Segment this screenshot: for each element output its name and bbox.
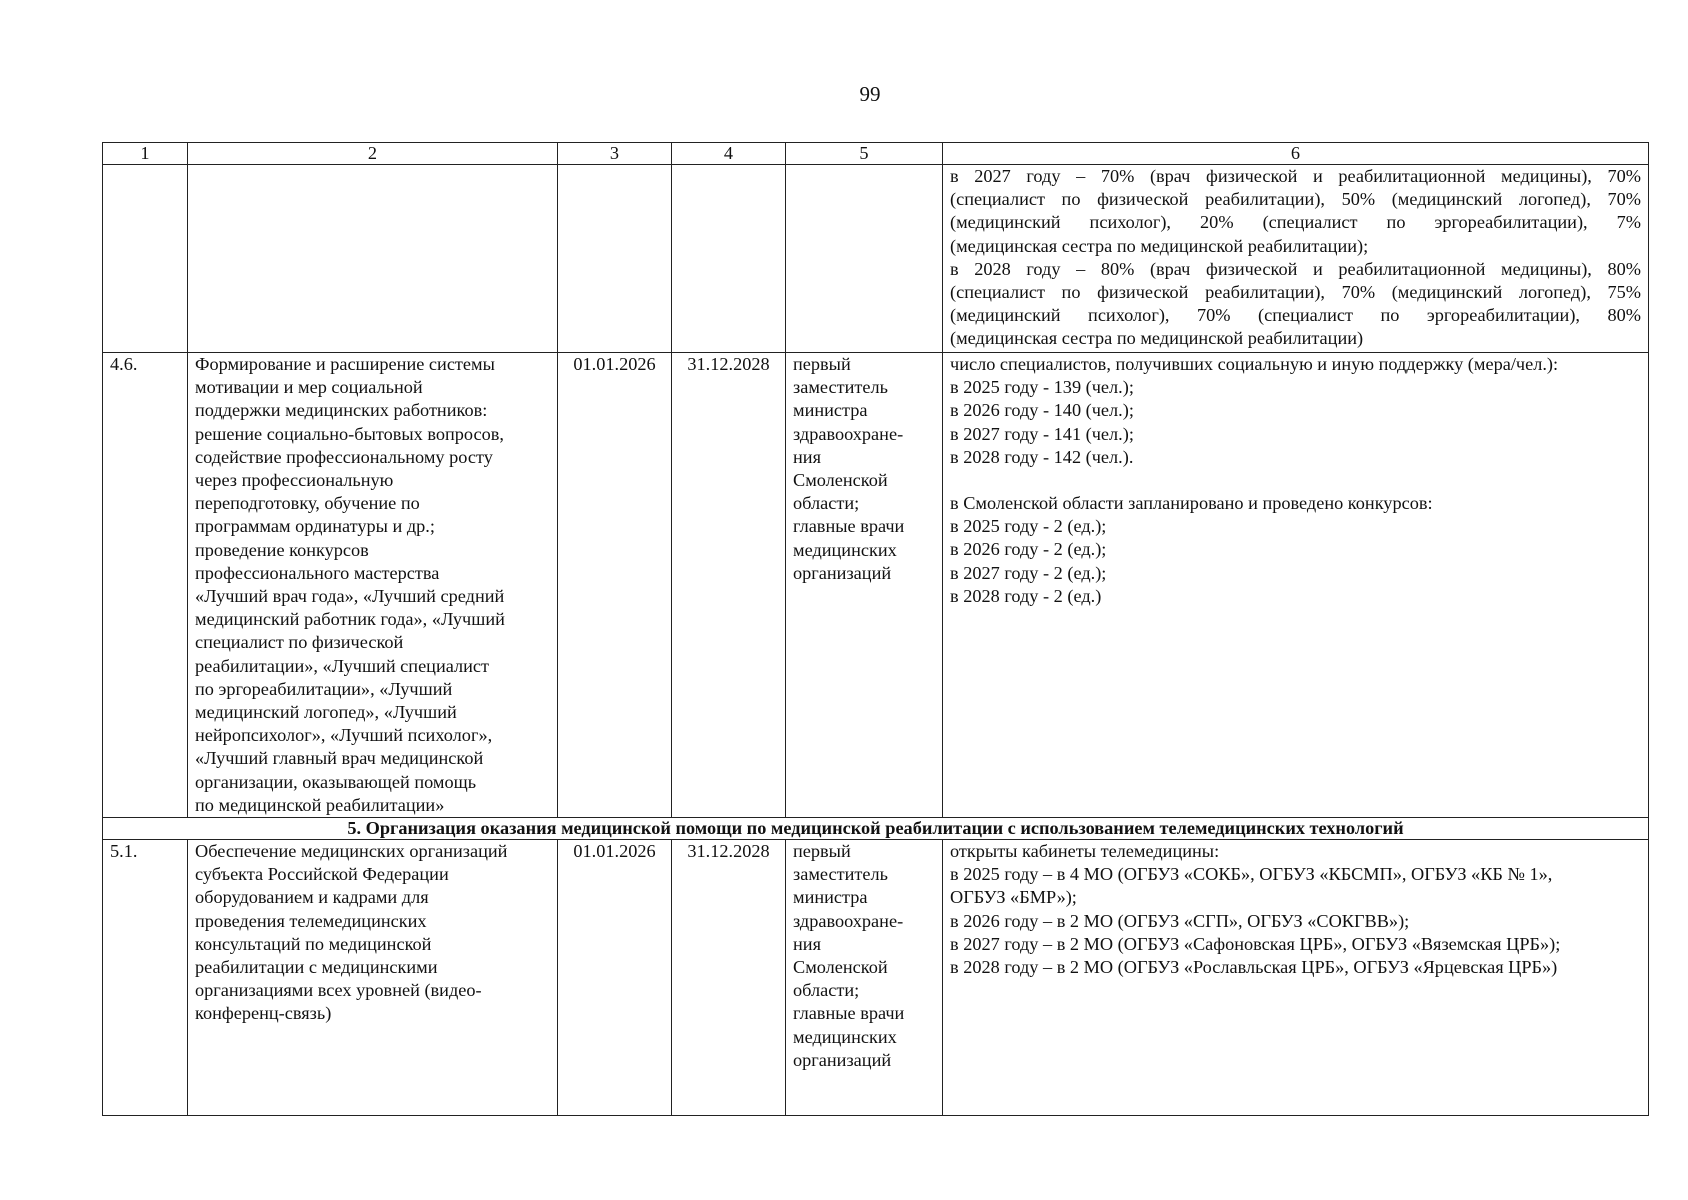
cont-col3-cell <box>558 165 672 353</box>
section-row-5 <box>103 818 1649 840</box>
result-line: (медицинская сестра по медицинской реабилитации); <box>950 235 1369 256</box>
column-header-2: 2 <box>188 143 558 165</box>
description-line: профессионального мастерства <box>195 562 440 583</box>
description-line: проведение конкурсов <box>195 539 369 560</box>
result-line: в 2025 году - 139 (чел.); <box>950 377 1134 398</box>
result-line: в 2027 году – 70% (врач физической и реабилитационной медицины), 70% <box>950 166 1641 186</box>
description-line: специалист по физической <box>195 632 404 653</box>
responsible-line: медицинских <box>793 1026 897 1047</box>
responsible-line: ния <box>793 933 821 954</box>
responsible-line: первый <box>793 354 851 374</box>
table-row-4-6 <box>103 353 1649 818</box>
description-line: содействие профессиональному росту <box>195 446 493 467</box>
responsible-cell <box>786 840 943 1116</box>
cont-col4-cell <box>672 165 786 353</box>
column-header-3: 3 <box>558 143 672 165</box>
description-line: организации, оказывающей помощь <box>195 771 477 792</box>
responsible-line: организаций <box>793 562 892 583</box>
activities-table <box>102 142 1649 1116</box>
responsible-line: заместитель <box>793 377 888 398</box>
result-line: ОГБУЗ «БМР»); <box>950 887 1077 908</box>
responsible-line: области; <box>793 980 860 1001</box>
end-date: 31.12.2028 <box>672 840 786 1116</box>
start-date: 01.01.2026 <box>558 353 672 818</box>
description-line: реабилитации», «Лучший специалист <box>195 655 490 676</box>
description-line: субъекта Российской Федерации <box>195 864 449 885</box>
description-line: переподготовку, обучение по <box>195 493 420 514</box>
description-line: Формирование и расширение системы <box>195 354 495 374</box>
description-line: консультаций по медицинской <box>195 933 432 954</box>
end-date: 31.12.2028 <box>672 353 786 818</box>
result-line: в 2026 году - 140 (чел.); <box>950 400 1134 421</box>
result-line: в Смоленской области запланировано и проведено конкурсов: <box>950 493 1433 514</box>
result-line: в 2028 году - 142 (чел.). <box>950 446 1134 467</box>
result-line: в 2027 году - 2 (ед.); <box>950 562 1107 583</box>
page-number: 99 <box>859 82 881 106</box>
description-line: медицинский логопед», «Лучший <box>195 702 457 723</box>
responsible-line: Смоленской <box>793 470 888 491</box>
description-line: решение социально-бытовых вопросов, <box>195 423 504 444</box>
result-line: (специалист по физической реабилитации), 70% (медицинский логопед), 75% <box>950 282 1641 303</box>
responsible-line: организаций <box>793 1049 892 1070</box>
responsible-line: заместитель <box>793 864 888 885</box>
description-line: поддержки медицинских работников: <box>195 400 488 421</box>
result-line: открыты кабинеты телемедицины: <box>950 841 1220 862</box>
description-line: нейропсихолог», «Лучший психолог», <box>195 725 493 746</box>
column-header-1: 1 <box>103 143 188 165</box>
description-line: через профессиональную <box>195 470 394 491</box>
result-line: в 2028 году – 80% (врач физической и реабилитационной медицины), 80% <box>950 258 1641 279</box>
description-line: оборудованием и кадрами для <box>195 887 429 908</box>
table-row-continued <box>103 165 1649 353</box>
column-header-6: 6 <box>943 143 1649 165</box>
description-line: реабилитации с медицинскими <box>195 957 438 978</box>
section-title: 5. Организация оказания медицинской помощи по медицинской реабилитации с использованием телемедицинских технологий <box>103 818 1649 840</box>
cont-col1-cell <box>103 165 188 353</box>
result-line: (специалист по физической реабилитации), 50% (медицинский логопед), 70% <box>950 189 1641 210</box>
cont-result-cell <box>943 165 1649 353</box>
result-line: в 2028 году – в 2 МО (ОГБУЗ «Рославльская ЦРБ», ОГБУЗ «Ярцевская ЦРБ») <box>950 957 1558 978</box>
responsible-line: министра <box>793 400 868 421</box>
row-number: 5.1. <box>103 840 188 1116</box>
responsible-line: Смоленской <box>793 957 888 978</box>
description-line: конференц-связь) <box>195 1003 332 1024</box>
description-line: организациями всех уровней (видео- <box>195 980 482 1001</box>
responsible-line: области; <box>793 493 860 514</box>
result-line: в 2025 году – в 4 МО (ОГБУЗ «СОКБ», ОГБУЗ «КБСМП», ОГБУЗ «КБ № 1», <box>950 864 1553 885</box>
row-number: 4.6. <box>103 353 188 818</box>
description-line: мотивации и мер социальной <box>195 377 423 398</box>
description-line: «Лучший врач года», «Лучший средний <box>195 586 505 607</box>
cont-col5-cell <box>786 165 943 353</box>
description-line: медицинский работник года», «Лучший <box>195 609 505 630</box>
result-line: в 2026 году – в 2 МО (ОГБУЗ «СГП», ОГБУЗ «СОКГВВ»); <box>950 910 1410 931</box>
paragraph-gap <box>950 469 1641 492</box>
column-header-4: 4 <box>672 143 786 165</box>
responsible-line: главные врачи <box>793 1003 905 1024</box>
description-line: по эргореабилитации», «Лучший <box>195 678 453 699</box>
description-line: по медицинской реабилитации» <box>195 794 445 815</box>
result-line: в 2027 году – в 2 МО (ОГБУЗ «Сафоновская ЦРБ», ОГБУЗ «Вяземская ЦРБ»); <box>950 933 1561 954</box>
start-date: 01.01.2026 <box>558 840 672 1116</box>
cont-col2-cell <box>188 165 558 353</box>
result-line: в 2028 году - 2 (ед.) <box>950 585 1102 606</box>
column-header-row <box>103 143 1649 165</box>
description-line: Обеспечение медицинских организаций <box>195 841 508 862</box>
responsible-line: здравоохране- <box>793 423 904 444</box>
responsible-line: медицинских <box>793 539 897 560</box>
result-line: (медицинский психолог), 20% (специалист по эргореабилитации), 7% <box>950 212 1641 233</box>
result-cell <box>943 353 1649 818</box>
description-line: программам ординатуры и др.; <box>195 516 435 537</box>
result-line: в 2027 году - 141 (чел.); <box>950 423 1134 444</box>
result-line: (медицинский психолог), 70% (специалист по эргореабилитации), 80% <box>950 305 1641 326</box>
description-line: «Лучший главный врач медицинской <box>195 748 484 769</box>
description-cell <box>188 840 558 1116</box>
responsible-line: первый <box>793 841 851 862</box>
description-line: проведения телемедицинских <box>195 910 427 931</box>
responsible-line: здравоохране- <box>793 910 904 931</box>
result-line: число специалистов, получивших социальную и иную поддержку (мера/чел.): <box>950 354 1559 374</box>
result-line: в 2026 году - 2 (ед.); <box>950 539 1107 560</box>
description-cell <box>188 353 558 818</box>
responsible-line: главные врачи <box>793 516 905 537</box>
responsible-line: министра <box>793 887 868 908</box>
result-line: в 2025 году - 2 (ед.); <box>950 516 1107 537</box>
result-cell <box>943 840 1649 1116</box>
table-row-5-1 <box>103 840 1649 1116</box>
responsible-line: ния <box>793 446 821 467</box>
responsible-cell <box>786 353 943 818</box>
column-header-5: 5 <box>786 143 943 165</box>
result-line: (медицинская сестра по медицинской реабилитации) <box>950 328 1364 349</box>
